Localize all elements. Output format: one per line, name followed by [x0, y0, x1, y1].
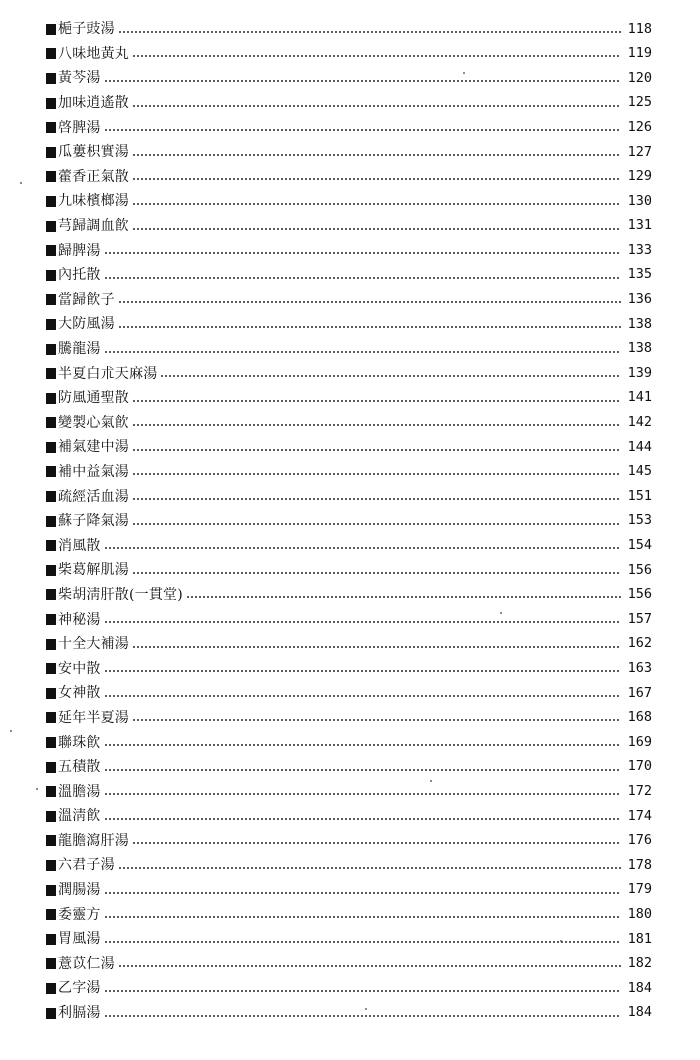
- dot-leader: [104, 941, 621, 943]
- entry-page: 125: [627, 94, 652, 111]
- entry-page: 172: [627, 782, 652, 799]
- toc-entry[interactable]: [46, 140, 652, 165]
- square-bullet-icon: [46, 762, 56, 773]
- square-bullet-icon: [46, 122, 56, 133]
- entry-page: 142: [627, 414, 652, 431]
- entry-page: 184: [627, 1004, 652, 1021]
- entry-page: 141: [627, 389, 652, 406]
- square-bullet-icon: [46, 24, 56, 35]
- entry-title: 當歸飮子: [58, 291, 115, 308]
- scan-speck: [560, 940, 562, 942]
- toc-entry[interactable]: [46, 779, 652, 804]
- entry-page: 133: [627, 241, 652, 258]
- entry-title: 溫膽湯: [58, 783, 101, 800]
- entry-title: 騰龍湯: [58, 341, 101, 358]
- entry-page: 170: [627, 758, 652, 775]
- square-bullet-icon: [46, 885, 56, 896]
- scan-speck: [365, 1008, 367, 1010]
- dot-leader: [104, 129, 621, 131]
- dot-leader: [118, 867, 621, 869]
- scan-speck: [463, 72, 465, 74]
- square-bullet-icon: [46, 442, 56, 453]
- toc-entry[interactable]: [46, 755, 652, 780]
- entry-title: 黃芩湯: [58, 70, 101, 87]
- entry-title: 蘇子降氣湯: [58, 513, 129, 530]
- dot-leader: [132, 228, 621, 230]
- toc-entry[interactable]: [46, 288, 652, 313]
- dot-leader: [132, 646, 621, 648]
- square-bullet-icon: [46, 614, 56, 625]
- toc-entry[interactable]: [46, 263, 652, 288]
- entry-title: 五積散: [58, 759, 101, 776]
- toc-entry[interactable]: [46, 165, 652, 190]
- dot-leader: [132, 498, 621, 500]
- toc-entry[interactable]: [46, 632, 652, 657]
- toc-entry[interactable]: [46, 312, 652, 337]
- square-bullet-icon: [46, 73, 56, 84]
- square-bullet-icon: [46, 835, 56, 846]
- toc-entry[interactable]: [46, 533, 652, 558]
- dot-leader: [118, 326, 621, 328]
- toc-entry[interactable]: [46, 17, 652, 42]
- square-bullet-icon: [46, 639, 56, 650]
- toc-entry[interactable]: [46, 902, 652, 927]
- scan-speck: [10, 730, 12, 732]
- square-bullet-icon: [46, 934, 56, 945]
- square-bullet-icon: [46, 1008, 56, 1019]
- dot-leader: [132, 449, 621, 451]
- toc-entry[interactable]: [46, 656, 652, 681]
- toc-entry[interactable]: [46, 66, 652, 91]
- toc-entry[interactable]: [46, 115, 652, 140]
- toc-entry[interactable]: [46, 214, 652, 239]
- entry-page: 154: [627, 537, 652, 554]
- entry-page: 163: [627, 659, 652, 676]
- square-bullet-icon: [46, 171, 56, 182]
- dot-leader: [132, 719, 621, 721]
- dot-leader: [132, 400, 621, 402]
- entry-title: 利膈湯: [58, 1005, 101, 1022]
- square-bullet-icon: [46, 319, 56, 330]
- square-bullet-icon: [46, 196, 56, 207]
- scan-speck: [20, 182, 22, 184]
- entry-page: 156: [627, 586, 652, 603]
- toc-entry[interactable]: [46, 361, 652, 386]
- dot-leader: [104, 547, 621, 549]
- entry-page: 174: [627, 807, 652, 824]
- entry-page: 181: [627, 930, 652, 947]
- dot-leader: [132, 178, 621, 180]
- entry-title: 補中益氣湯: [58, 463, 129, 480]
- entry-page: 138: [627, 340, 652, 357]
- dot-leader: [118, 31, 621, 33]
- entry-page: 168: [627, 709, 652, 726]
- entry-page: 135: [627, 266, 652, 283]
- dot-leader: [104, 1015, 621, 1017]
- entry-page: 153: [627, 512, 652, 529]
- dot-leader: [132, 842, 621, 844]
- entry-title: 變製心氣飮: [58, 414, 129, 431]
- entry-page: 167: [627, 684, 652, 701]
- entry-page: 144: [627, 438, 652, 455]
- entry-page: 118: [627, 20, 652, 37]
- square-bullet-icon: [46, 909, 56, 920]
- dot-leader: [104, 990, 621, 992]
- entry-title: 柴胡淸肝散(一貫堂): [58, 586, 183, 603]
- dot-leader: [104, 621, 621, 623]
- entry-title: 補氣建中湯: [58, 439, 129, 456]
- dot-leader: [132, 154, 621, 156]
- entry-title: 胃風湯: [58, 931, 101, 948]
- entry-title: 芎歸調血飮: [58, 218, 129, 235]
- toc-entry[interactable]: [46, 484, 652, 509]
- toc-entry[interactable]: [46, 829, 652, 854]
- entry-title: 加味逍遙散: [58, 95, 129, 112]
- entry-page: 162: [627, 635, 652, 652]
- dot-leader: [104, 351, 621, 353]
- toc-entry[interactable]: [46, 189, 652, 214]
- square-bullet-icon: [46, 344, 56, 355]
- toc-entry[interactable]: [46, 42, 652, 67]
- entry-page: 139: [627, 364, 652, 381]
- entry-page: 130: [627, 192, 652, 209]
- dot-leader: [160, 375, 621, 377]
- toc-entry[interactable]: [46, 681, 652, 706]
- square-bullet-icon: [46, 516, 56, 527]
- entry-title: 溫淸飮: [58, 808, 101, 825]
- square-bullet-icon: [46, 393, 56, 404]
- square-bullet-icon: [46, 147, 56, 158]
- toc-entry[interactable]: [46, 411, 652, 436]
- square-bullet-icon: [46, 737, 56, 748]
- entry-page: 127: [627, 143, 652, 160]
- square-bullet-icon: [46, 466, 56, 477]
- entry-title: 啓脾湯: [58, 119, 101, 136]
- entry-title: 大防風湯: [58, 316, 115, 333]
- entry-title: 六君子湯: [58, 857, 115, 874]
- square-bullet-icon: [46, 417, 56, 428]
- dot-leader: [132, 523, 621, 525]
- square-bullet-icon: [46, 860, 56, 871]
- entry-title: 消風散: [58, 537, 101, 554]
- dot-leader: [104, 744, 621, 746]
- toc-entry[interactable]: [46, 91, 652, 116]
- dot-leader: [132, 572, 621, 574]
- entry-page: 131: [627, 217, 652, 234]
- dot-leader: [104, 769, 621, 771]
- entry-title: 延年半夏湯: [58, 709, 129, 726]
- entry-title: 安中散: [58, 660, 101, 677]
- entry-title: 藿香正氣散: [58, 168, 129, 185]
- toc-entry[interactable]: [46, 853, 652, 878]
- entry-title: 梔子豉湯: [58, 21, 115, 38]
- toc-entry[interactable]: [46, 386, 652, 411]
- square-bullet-icon: [46, 368, 56, 379]
- dot-leader: [186, 596, 621, 598]
- square-bullet-icon: [46, 48, 56, 59]
- entry-title: 半夏白朮天麻湯: [58, 365, 158, 382]
- entry-page: 182: [627, 955, 652, 972]
- entry-title: 歸脾湯: [58, 242, 101, 259]
- dot-leader: [118, 301, 621, 303]
- entry-page: 145: [627, 463, 652, 480]
- dot-leader: [118, 965, 621, 967]
- square-bullet-icon: [46, 540, 56, 551]
- entry-title: 八味地黃丸: [58, 45, 129, 62]
- entry-page: 169: [627, 733, 652, 750]
- entry-page: 126: [627, 118, 652, 135]
- dot-leader: [104, 892, 621, 894]
- dot-leader: [132, 105, 621, 107]
- entry-page: 138: [627, 315, 652, 332]
- entry-title: 神秘湯: [58, 611, 101, 628]
- entry-title: 委靈方: [58, 906, 101, 923]
- toc-entry[interactable]: [46, 509, 652, 534]
- square-bullet-icon: [46, 491, 56, 502]
- dot-leader: [132, 424, 621, 426]
- square-bullet-icon: [46, 811, 56, 822]
- entry-page: 136: [627, 291, 652, 308]
- dot-leader: [104, 670, 621, 672]
- dot-leader: [132, 473, 621, 475]
- toc-entry[interactable]: [46, 976, 652, 1001]
- entry-title: 龍膽瀉肝湯: [58, 832, 129, 849]
- dot-leader: [132, 55, 621, 57]
- dot-leader: [104, 277, 621, 279]
- dot-leader: [132, 203, 621, 205]
- toc-entry[interactable]: [46, 804, 652, 829]
- entry-title: 瓜蔞枳實湯: [58, 144, 129, 161]
- scan-speck: [36, 788, 38, 790]
- entry-page: 119: [627, 45, 652, 62]
- entry-title: 薏苡仁湯: [58, 955, 115, 972]
- entry-title: 乙字湯: [58, 980, 101, 997]
- entry-title: 柴葛解肌湯: [58, 562, 129, 579]
- toc-entry[interactable]: [46, 952, 652, 977]
- entry-title: 內托散: [58, 267, 101, 284]
- toc-entry[interactable]: [46, 558, 652, 583]
- toc-entry[interactable]: [46, 460, 652, 485]
- entry-page: 179: [627, 881, 652, 898]
- scan-speck: [500, 612, 502, 614]
- entry-title: 潤腸湯: [58, 882, 101, 899]
- entry-title: 十全大補湯: [58, 636, 129, 653]
- square-bullet-icon: [46, 98, 56, 109]
- square-bullet-icon: [46, 565, 56, 576]
- dot-leader: [104, 793, 621, 795]
- entry-page: 176: [627, 832, 652, 849]
- entry-page: 151: [627, 487, 652, 504]
- entry-page: 180: [627, 905, 652, 922]
- square-bullet-icon: [46, 983, 56, 994]
- toc-entry[interactable]: [46, 607, 652, 632]
- entry-page: 178: [627, 856, 652, 873]
- dot-leader: [104, 80, 621, 82]
- toc-entry[interactable]: [46, 878, 652, 903]
- toc-entry[interactable]: [46, 337, 652, 362]
- scan-speck: [430, 780, 432, 782]
- entry-title: 九味檳榔湯: [58, 193, 129, 210]
- entry-page: 184: [627, 979, 652, 996]
- toc-entry[interactable]: [46, 706, 652, 731]
- entry-page: 120: [627, 69, 652, 86]
- square-bullet-icon: [46, 958, 56, 969]
- entry-page: 129: [627, 168, 652, 185]
- square-bullet-icon: [46, 786, 56, 797]
- entry-title: 防風通聖散: [58, 390, 129, 407]
- square-bullet-icon: [46, 245, 56, 256]
- square-bullet-icon: [46, 712, 56, 723]
- square-bullet-icon: [46, 589, 56, 600]
- square-bullet-icon: [46, 270, 56, 281]
- square-bullet-icon: [46, 663, 56, 674]
- square-bullet-icon: [46, 688, 56, 699]
- dot-leader: [104, 695, 621, 697]
- dot-leader: [104, 818, 621, 820]
- entry-title: 聯珠飮: [58, 734, 101, 751]
- entry-page: 157: [627, 610, 652, 627]
- square-bullet-icon: [46, 221, 56, 232]
- dot-leader: [104, 252, 621, 254]
- toc-entry[interactable]: [46, 435, 652, 460]
- table-of-contents: [46, 17, 652, 1025]
- dot-leader: [104, 916, 621, 918]
- square-bullet-icon: [46, 294, 56, 305]
- toc-entry[interactable]: [46, 238, 652, 263]
- toc-entry[interactable]: [46, 1001, 652, 1026]
- entry-title: 疏經活血湯: [58, 488, 129, 505]
- toc-entry[interactable]: [46, 583, 652, 608]
- toc-entry[interactable]: [46, 730, 652, 755]
- entry-page: 156: [627, 561, 652, 578]
- entry-title: 女神散: [58, 685, 101, 702]
